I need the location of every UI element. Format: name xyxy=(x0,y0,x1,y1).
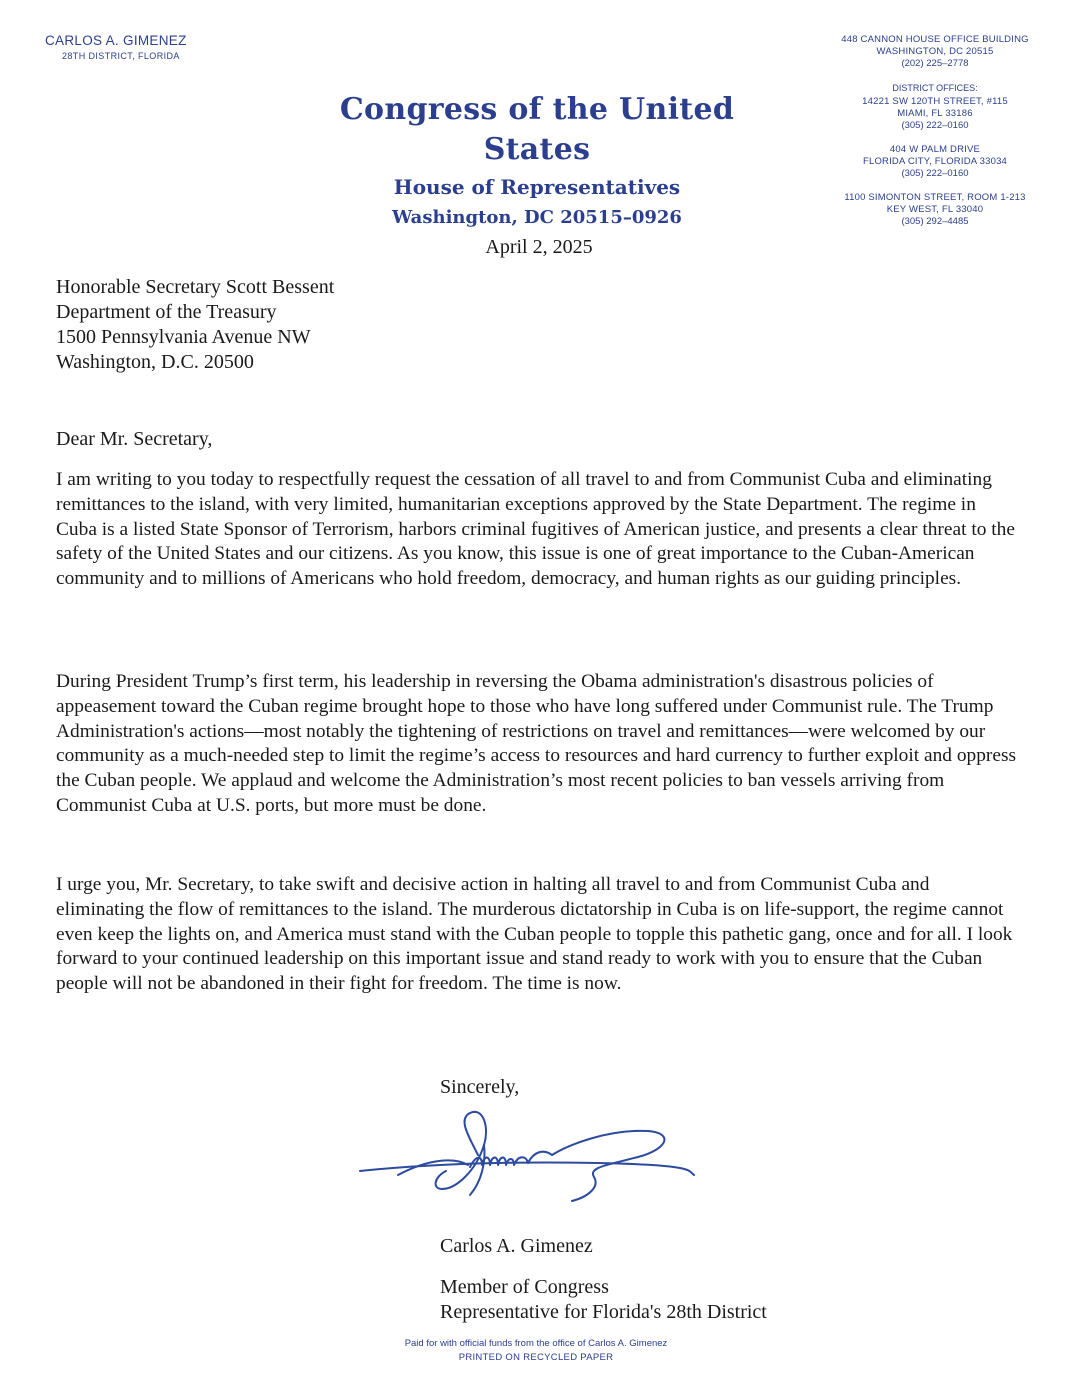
district-office-line2: FLORIDA CITY, FLORIDA 33034 xyxy=(862,156,1008,167)
recycled-paper-notice: PRINTED ON RECYCLED PAPER xyxy=(458,1352,614,1363)
signer-name: Carlos A. Gimenez xyxy=(440,1235,593,1257)
office-addresses xyxy=(830,34,1040,240)
body-paragraph-1: I am writing to you today to respectfully request the cessation of all travel to and from Communist Cuba and eliminating remittances to the island, with very limited, humanitarian exceptions approved by the State Department. The regime in Cuba is a listed State Sponsor of Terrorism, harbors criminal fugitives of American justice, and presents a clear threat to the safety of the United States and our citizens. As you know, this issue is one of great importance to the Cuban-American community and to millions of Americans who hold freedom, democracy, and human rights as our guiding principles. xyxy=(56,469,1015,590)
addressee-line: 1500 Pennsylvania Avenue NW xyxy=(56,326,311,348)
letterhead-city: Washington, DC 20515–0926 xyxy=(392,207,682,228)
addressee-line: Washington, D.C. 20500 xyxy=(56,351,254,373)
dc-office xyxy=(830,34,1040,70)
handwritten-signature xyxy=(358,1105,698,1215)
district-office-miami xyxy=(830,96,1040,132)
salutation: Dear Mr. Secretary, xyxy=(56,428,213,450)
letter-date: April 2, 2025 xyxy=(485,236,593,258)
chamber-title: House of Representatives xyxy=(393,175,681,199)
letterhead-member-block xyxy=(45,33,187,61)
signer-title: Member of Congress xyxy=(440,1276,609,1298)
dc-office-line2: WASHINGTON, DC 20515 xyxy=(876,46,994,57)
dc-office-phone: (202) 225–2778 xyxy=(901,58,969,69)
district-office-line1: 1100 SIMONTON STREET, ROOM 1-213 xyxy=(844,192,1026,203)
body-paragraph-3: I urge you, Mr. Secretary, to take swift and decisive action in halting all travel to and from Communist Cuba and eliminating the flow of remittances to the island. The murderous dictatorship in Cuba is on life-support, the regime cannot even keep the lights on, and America must stand with the Cuban people to topple this pathetic gang, once and for all. I look forward to your continued leadership on this important issue and stand ready to work with you to ensure that the Cuban people will not be abandoned in their fight for freedom. The time is now. xyxy=(56,874,1013,995)
district-office-key-west xyxy=(830,192,1040,228)
closing: Sincerely, xyxy=(440,1076,520,1098)
member-district: 28TH DISTRICT, FLORIDA xyxy=(62,51,180,61)
letterhead-title-block xyxy=(300,90,774,232)
district-office-line1: 14221 SW 120TH STREET, #115 xyxy=(862,96,1008,107)
district-office-line1: 404 W PALM DRIVE xyxy=(889,144,981,155)
congress-title: Congress of the United States xyxy=(339,92,735,167)
addressee-line: Department of the Treasury xyxy=(56,301,277,323)
addressee-block xyxy=(56,275,334,375)
district-office-phone: (305) 292–4485 xyxy=(901,216,969,227)
district-office-phone: (305) 222–0160 xyxy=(901,168,969,179)
paid-for-notice: Paid for with official funds from the office of Carlos A. Gimenez xyxy=(404,1338,668,1349)
district-office-florida-city xyxy=(830,144,1040,180)
district-offices-label: DISTRICT OFFICES: xyxy=(892,83,978,93)
district-office-phone: (305) 222–0160 xyxy=(901,120,969,131)
addressee-line: Honorable Secretary Scott Bessent xyxy=(56,276,335,298)
footer xyxy=(0,1337,1072,1365)
signer-block xyxy=(440,1234,767,1325)
signer-title-district: Representative for Florida's 28th District xyxy=(440,1301,767,1323)
district-office-line2: MIAMI, FL 33186 xyxy=(897,108,973,119)
body-paragraph-2: During President Trump’s first term, his leadership in reversing the Obama administration's disastrous policies of appeasement toward the Cuban regime brought hope to those who have long suffered under Communist rule. The Trump Administration's actions—most notably the tightening of restrictions on travel and remittances—were welcomed by our community as a much-needed step to limit the regime’s access to resources and hard currency to further exploit and oppress the Cuban people. We applaud and welcome the Administration’s most recent policies to ban vessels arriving from Communist Cuba at U.S. ports, but more must be done. xyxy=(56,671,1017,816)
district-office-line2: KEY WEST, FL 33040 xyxy=(886,204,984,215)
dc-office-line1: 448 CANNON HOUSE OFFICE BUILDING xyxy=(841,34,1029,45)
member-name: CARLOS A. GIMENEZ xyxy=(45,33,187,48)
